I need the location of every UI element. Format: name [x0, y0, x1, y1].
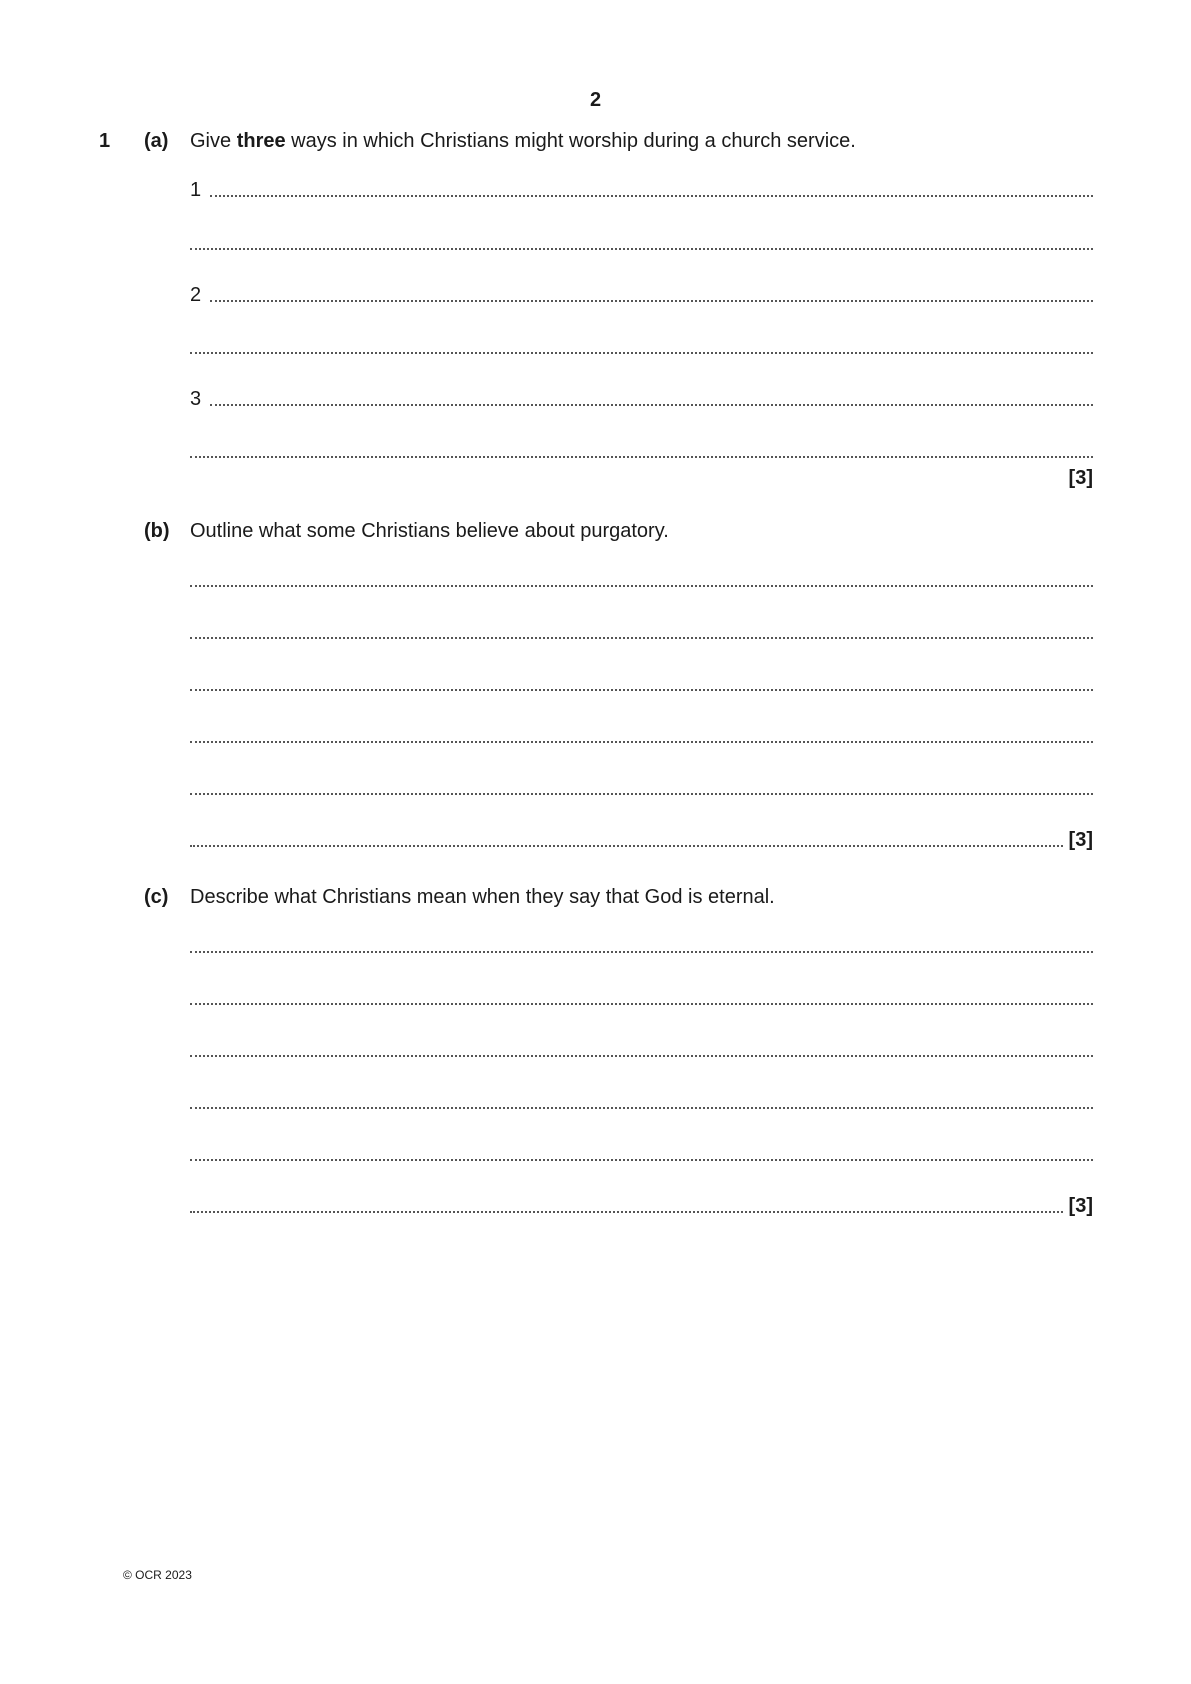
part-b-question-text: Outline what some Christians believe about purgatory.: [190, 520, 669, 542]
answer-number-3: 3: [190, 388, 202, 410]
answer-number-2: 2: [190, 284, 202, 306]
part-b-answer-line-5[interactable]: [190, 776, 1093, 800]
part-b-marks: [3]: [1068, 829, 1093, 851]
part-a-answer-line-5[interactable]: [190, 387, 1093, 411]
part-c-answer-line-3[interactable]: [190, 1038, 1093, 1062]
part-c-label: (c): [144, 886, 169, 908]
part-b-answer-line-4[interactable]: [190, 724, 1093, 748]
page-number: 2: [589, 89, 602, 111]
part-a-answer-line-2[interactable]: [190, 231, 1093, 255]
part-b-answer-line-6[interactable]: [190, 828, 1093, 852]
part-b-answer-line-1[interactable]: [190, 568, 1093, 592]
part-a-answer-line-3[interactable]: [190, 283, 1093, 307]
part-a-answer-line-1[interactable]: [190, 178, 1093, 202]
part-c-answer-line-1[interactable]: [190, 934, 1093, 958]
part-a-label: (a): [144, 130, 169, 152]
part-c-answer-line-4[interactable]: [190, 1090, 1093, 1114]
question-number: 1: [99, 130, 111, 152]
part-a-question-text: Give three ways in which Christians might worship during a church service.: [190, 130, 856, 152]
part-c-answer-line-6[interactable]: [190, 1194, 1093, 1218]
copyright-footer: © OCR 2023: [123, 1568, 192, 1582]
part-a-answer-line-6[interactable]: [190, 439, 1093, 463]
answer-number-1: 1: [190, 179, 202, 201]
part-c-question-text: Describe what Christians mean when they say that God is eternal.: [190, 886, 775, 908]
part-c-marks: [3]: [1068, 1195, 1093, 1217]
part-c-answer-line-5[interactable]: [190, 1142, 1093, 1166]
part-a-bold-word: three: [236, 130, 286, 152]
part-b-answer-line-2[interactable]: [190, 620, 1093, 644]
part-c-answer-line-2[interactable]: [190, 986, 1093, 1010]
part-a-marks: [3]: [1068, 467, 1093, 489]
part-b-answer-line-3[interactable]: [190, 672, 1093, 696]
part-a-answer-line-4[interactable]: [190, 335, 1093, 359]
part-b-label: (b): [144, 520, 170, 542]
